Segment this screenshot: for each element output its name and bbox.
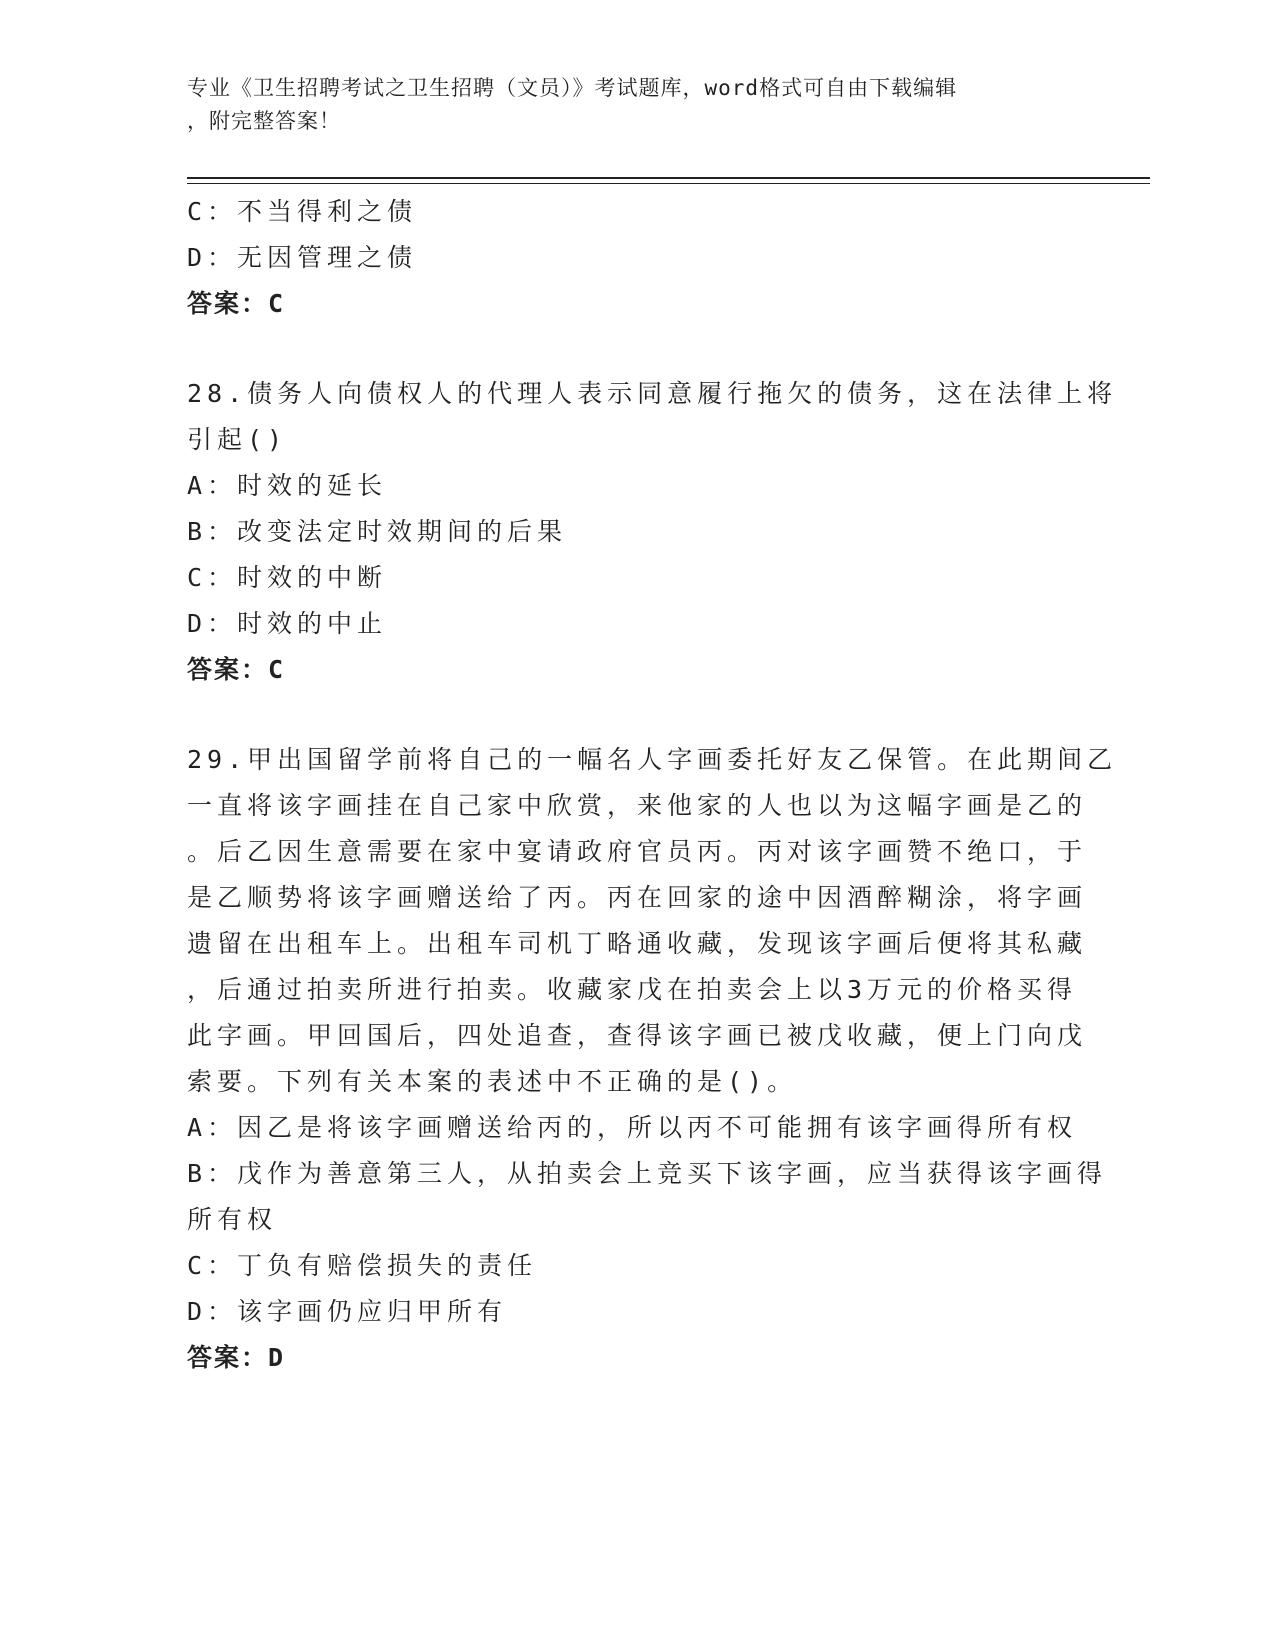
option-c: C：不当得利之债 — [187, 197, 418, 226]
header-divider-thin — [187, 183, 1150, 184]
option-c: C：丁负有赔偿损失的责任 — [187, 1251, 538, 1280]
question-29 — [187, 737, 1118, 1381]
answer-line: 答案：D — [187, 1343, 286, 1372]
option-d: D：该字画仍应归甲所有 — [187, 1297, 508, 1326]
question-stem: 一直将该字画挂在自己家中欣赏，来他家的人也以为这幅字画是乙的 — [187, 791, 1088, 820]
answer-line: 答案：C — [187, 655, 286, 684]
option-b: 所有权 — [187, 1205, 278, 1234]
question-stem: 索要。下列有关本案的表述中不正确的是()。 — [187, 1067, 798, 1096]
option-d: D：无因管理之债 — [187, 243, 418, 272]
content-body — [187, 189, 1118, 1381]
option-c: C：时效的中断 — [187, 563, 388, 592]
question-stem: 遗留在出租车上。出租车司机丁略通收藏，发现该字画后便将其私藏 — [187, 929, 1088, 958]
question-stem: 是乙顺势将该字画赠送给了丙。丙在回家的途中因酒醉糊涂，将字画 — [187, 883, 1088, 912]
question-stem: 。后乙因生意需要在家中宴请政府官员丙。丙对该字画赞不绝口，于 — [187, 837, 1088, 866]
page-header — [187, 72, 1067, 138]
spacer — [187, 693, 1087, 737]
question-27-tail — [187, 189, 1087, 327]
option-b: B：戊作为善意第三人，从拍卖会上竞买下该字画，应当获得该字画得 — [187, 1159, 1108, 1188]
question-28 — [187, 371, 1118, 693]
header-line-2: ，附完整答案！ — [187, 109, 341, 133]
header-line-1: 专业《卫生招聘考试之卫生招聘（文员）》考试题库，word格式可自由下载编辑 — [187, 76, 958, 100]
option-b: B：改变法定时效期间的后果 — [187, 517, 568, 546]
question-stem: ，后通过拍卖所进行拍卖。收藏家戊在拍卖会上以3万元的价格买得 — [187, 975, 1078, 1004]
header-divider-thick — [187, 177, 1150, 179]
question-stem: 此字画。甲回国后，四处追查，查得该字画已被戊收藏，便上门向戊 — [187, 1021, 1088, 1050]
question-stem: 28.债务人向债权人的代理人表示同意履行拖欠的债务，这在法律上将 — [187, 379, 1118, 408]
answer-line: 答案：C — [187, 289, 286, 318]
question-stem: 29.甲出国留学前将自己的一幅名人字画委托好友乙保管。在此期间乙 — [187, 745, 1118, 774]
question-stem: 引起() — [187, 425, 288, 454]
spacer — [187, 327, 1087, 371]
option-d: D：时效的中止 — [187, 609, 388, 638]
option-a: A：时效的延长 — [187, 471, 388, 500]
option-a: A：因乙是将该字画赠送给丙的，所以丙不可能拥有该字画得所有权 — [187, 1113, 1078, 1142]
